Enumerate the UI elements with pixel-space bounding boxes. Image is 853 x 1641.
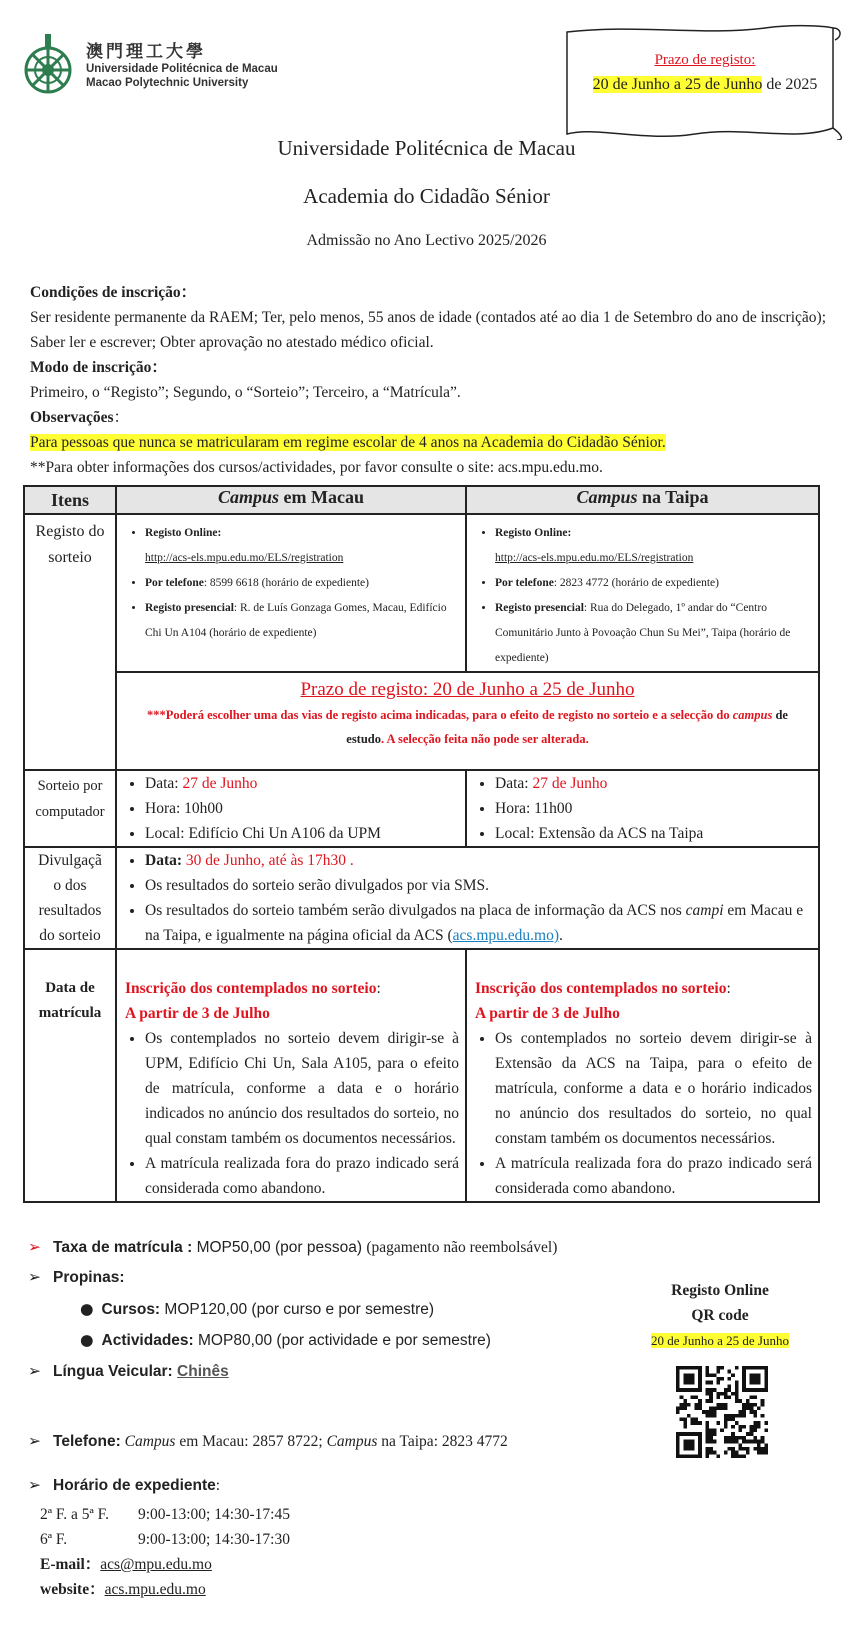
logo-english-name: Macao Polytechnic University [86, 77, 249, 89]
header-campus-macau [116, 486, 466, 514]
presencial-label: Registo presencial [145, 602, 234, 614]
university-title: Universidade Politécnica de Macau [277, 136, 576, 160]
div-item-3a: Os resultados do sorteio também serão divulgados na placa de informação da ACS nos [145, 902, 686, 919]
table-row-matricula [24, 949, 819, 1202]
matricula-start-date-taipa: 3 de Julho [551, 1005, 620, 1022]
table-row-sorteio [24, 770, 819, 847]
conditions-heading: Condições de inscrição： [30, 284, 197, 301]
list-item [495, 571, 812, 596]
label-divulgacao [24, 847, 116, 949]
matricula-heading-macau: Inscrição dos contemplados no sorteio [125, 980, 377, 997]
divulgacao-cell [116, 847, 819, 949]
sorteio-data-label: Data: [495, 775, 533, 792]
actividades-value: MOP80,00 (por actividade e por semestre) [198, 1332, 491, 1349]
actividades-line [80, 1329, 491, 1352]
prazo-note-3: . A selecção feita não pode ser alterada. [381, 732, 589, 746]
sorteio-taipa-cell [466, 770, 819, 847]
arrow-bullet-icon: ➢ [28, 1268, 41, 1286]
list-item [145, 521, 465, 571]
acs-website-link[interactable]: acs.mpu.edu.mo) [452, 927, 559, 944]
header-itens: Itens [24, 486, 116, 514]
conditions-text: Ser residente permanente da RAEM; Ter, pelo menos, 55 anos de idade (contados até ao dia 1 de Setembro do ano de inscrição); Saber ler e escrever; Obter aprovação no atestado médico oficial. [30, 309, 827, 351]
list-item: • A matrícula realizada fora do prazo indicado será considerada como abandono. [495, 1151, 812, 1201]
actividades-label: Actividades: [101, 1332, 199, 1349]
registration-qr-code[interactable] [676, 1366, 768, 1458]
email-label: E-mail： [40, 1556, 101, 1573]
telefone-campus-1: Campus [124, 1433, 176, 1450]
matricula-taipa-cell [466, 949, 819, 1202]
admission-subtitle: Admissão no Ano Lectivo 2025/2026 [306, 232, 547, 249]
list-item: • Hora: 10h00 [145, 796, 465, 821]
matricula-heading-taipa: Inscrição dos contemplados no sorteio [475, 980, 727, 997]
arrow-bullet-icon: ➢ [28, 1432, 41, 1450]
phone-text-taipa: : 2823 4772 (horário de expediente) [553, 577, 719, 589]
label-sorteio [24, 770, 116, 847]
university-logo [24, 30, 294, 100]
propinas-line [28, 1266, 124, 1289]
divulgacao-date: 30 de Junho, até às 17h30 . [185, 852, 354, 869]
label-mat-2: matrícula [38, 1005, 102, 1021]
label-div-3: resultados [38, 902, 102, 919]
label-registo-line-1: Registo do [35, 523, 105, 540]
list-item: • Os resultados do sorteio serão divulgados por via SMS. [145, 873, 812, 898]
label-registo-line-2: sorteio [48, 549, 92, 566]
list-item: • Local: Edifício Chi Un A106 da UPM [145, 821, 465, 846]
sorteio-date-taipa: 27 de Junho [532, 775, 608, 792]
label-sorteio-line-1: Sorteio por [37, 778, 103, 794]
observations-text: Para pessoas que nunca se matricularam em regime escolar de 4 anos na Academia do Cidadão Sénior. [30, 434, 666, 451]
logo-chinese-name: 澳門理工大學 [86, 42, 206, 61]
list-item: • Local: Extensão da ACS na Taipa [495, 821, 818, 846]
presencial-text-taipa: : Rua do Delegado, 1º andar do “Centro Comunitário Junto à Povoação Chun Su Mei”, Taipa (horário de expediente) [495, 602, 791, 664]
matricula-colon: : [726, 980, 731, 997]
horario-colon: : [215, 1477, 221, 1494]
horario-line [28, 1474, 220, 1497]
telefone-label: Telefone: [53, 1433, 121, 1450]
info-text: **Para obter informações dos cursos/actividades, por favor consulte o site: acs.mpu.edu.mo. [30, 459, 603, 476]
phone-label: Por telefone [145, 577, 204, 589]
arrow-bullet-icon: ➢ [28, 1362, 41, 1380]
online-label: Registo Online: [145, 527, 222, 539]
horario-time-1: 9:00-13:00; 14:30-17:45 [138, 1506, 290, 1523]
registration-link-macau[interactable]: http://acs-els.mpu.edu.mo/ELS/registration [145, 552, 344, 564]
divulgacao-data-label: Data: [145, 852, 186, 869]
website-label: website： [40, 1581, 105, 1598]
matricula-macau-cell [116, 949, 466, 1202]
registo-taipa-cell [466, 514, 819, 672]
intro-section [30, 280, 830, 480]
qr-title: Registo Online [671, 1282, 769, 1299]
list-item: • Os contemplados no sorteio devem dirigir-se à Extensão da ACS na Taipa, para o efeito de matrícula, conforme a data e o horário indicados no anúncio dos resultados do sorteio, no qual constam também os documentos necessários. [495, 1026, 812, 1151]
qr-dates: 20 de Junho a 25 de Junho [651, 1333, 789, 1348]
label-mat-1: Data de [45, 980, 95, 996]
horario-time-2: 9:00-13:00; 14:30-17:30 [138, 1531, 290, 1548]
phone-text-macau: : 8599 6618 (horário de expediente) [203, 577, 369, 589]
header-taipa-rest: na Taipa [637, 487, 709, 507]
matricula-start-date-macau: 3 de Julho [201, 1005, 270, 1022]
lingua-label: Língua Veicular: [53, 1363, 178, 1380]
header-macau-rest: em Macau [279, 487, 364, 507]
bullet-dot-icon: ● [80, 1331, 94, 1349]
registration-deadline-banner [565, 22, 845, 140]
list-item [495, 521, 812, 571]
sorteio-data-label: Data: [145, 775, 183, 792]
horario-days-1: 2ª F. a 5ª F. [40, 1506, 109, 1523]
mode-heading: Modo de inscrição： [30, 359, 167, 376]
telefone-text-2: na Taipa: 2823 4772 [377, 1433, 508, 1450]
horario-details [40, 1502, 290, 1602]
phone-label: Por telefone [495, 577, 554, 589]
telefone-campus-2: Campus [326, 1433, 378, 1450]
email-link[interactable]: acs@mpu.edu.mo [100, 1556, 212, 1573]
sorteio-macau-cell [116, 770, 466, 847]
prazo-note-1: ***Poderá escolher uma das vias de registo acima indicadas, para o efeito de registo no sorteio e a selecção do [147, 708, 733, 722]
academy-title: Academia do Cidadão Sénior [303, 184, 550, 208]
table-row-prazo [24, 672, 819, 770]
table-row-registo [24, 514, 819, 672]
cursos-label: Cursos: [101, 1301, 165, 1318]
university-emblem-icon [24, 30, 80, 100]
presencial-label: Registo presencial [495, 602, 584, 614]
label-div-2: o dos [53, 877, 87, 894]
list-item [145, 571, 465, 596]
div-item-3c: . [559, 927, 563, 944]
label-div-4: do sorteio [39, 927, 101, 944]
registo-macau-cell [116, 514, 466, 672]
cursos-line [80, 1298, 434, 1321]
label-matricula [24, 949, 116, 1202]
telefone-text-1: em Macau: 2857 8722; [175, 1433, 327, 1450]
taxa-label: Taxa de matrícula : [53, 1239, 197, 1256]
list-item: • Hora: 11h00 [495, 796, 818, 821]
table-row-divulgacao [24, 847, 819, 949]
logo-portuguese-name: Universidade Politécnica de Macau [86, 63, 278, 75]
banner-label: Prazo de registo: [654, 52, 756, 68]
list-item [145, 596, 465, 646]
prazo-text: Prazo de registo: 20 de Junho a 25 de Junho [300, 679, 635, 700]
list-item [145, 898, 812, 948]
table-header-row [24, 486, 819, 514]
label-registo [24, 514, 116, 770]
div-item-3-italic: campi [685, 902, 724, 919]
matricula-colon: : [376, 980, 381, 997]
matricula-start-1: A partir de [475, 1005, 552, 1022]
prazo-cell [116, 672, 819, 770]
horario-label: Horário de expediente [53, 1477, 216, 1494]
website-link[interactable]: acs.mpu.edu.mo [104, 1581, 206, 1598]
list-item [495, 771, 818, 796]
arrow-bullet-icon: ➢ [28, 1476, 41, 1494]
lingua-line [28, 1360, 229, 1383]
label-div-1: Divulgaçã [38, 852, 102, 869]
prazo-note-2: de estudo [346, 708, 788, 746]
list-item [145, 771, 465, 796]
prazo-note-italic: campus [732, 708, 773, 722]
taxa-note: (pagamento não reembolsável) [366, 1239, 558, 1256]
banner-dates: 20 de Junho a 25 de Junho [592, 76, 763, 93]
list-item: • Os contemplados no sorteio devem dirigir-se à UPM, Edifício Chi Un, Sala A105, para o efeito de matrícula, conforme a data e o horário indicados no anúncio dos resultados do sorteio, no qual constam também os documentos necessários. [145, 1026, 459, 1151]
cursos-value: MOP120,00 (por curso e por semestre) [164, 1301, 435, 1318]
propinas-label: Propinas: [53, 1269, 125, 1286]
taxa-line [28, 1236, 557, 1259]
observations-colon: ： [113, 409, 130, 426]
list-item [145, 848, 812, 873]
lingua-value: Chinês [177, 1363, 229, 1380]
list-item [495, 596, 812, 671]
taxa-value: MOP50,00 (por pessoa) [196, 1239, 367, 1256]
header-taipa-italic: Campus [576, 487, 638, 507]
horario-days-2: 6ª F. [40, 1531, 68, 1548]
label-sorteio-line-2: computador [35, 804, 105, 820]
telefone-line [28, 1430, 508, 1453]
sorteio-date-macau: 27 de Junho [182, 775, 258, 792]
schedule-table [23, 485, 820, 1203]
banner-year: de 2025 [762, 76, 818, 93]
arrow-bullet-icon: ➢ [28, 1238, 41, 1256]
qr-block [630, 1278, 810, 1353]
presencial-text-macau: : R. de Luís Gonzaga Gomes, Macau, Edifício Chi Un A104 (horário de expediente) [145, 602, 447, 639]
mode-text: Primeiro, o “Registo”; Segundo, o “Sorteio”; Terceiro, a “Matrícula”. [30, 384, 461, 401]
online-label: Registo Online: [495, 527, 572, 539]
list-item: • A matrícula realizada fora do prazo indicado será considerada como abandono. [145, 1151, 459, 1201]
header-macau-italic: Campus [217, 487, 280, 507]
bullet-dot-icon: ● [80, 1300, 94, 1318]
matricula-start-1: A partir de [125, 1005, 202, 1022]
observations-heading: Observações [30, 409, 114, 426]
registration-link-taipa[interactable]: http://acs-els.mpu.edu.mo/ELS/registration [495, 552, 694, 564]
header-campus-taipa [466, 486, 819, 514]
qr-subtitle: QR code [691, 1307, 749, 1324]
div-item-3b: em Macau e na Taipa, e igualmente na página oficial da ACS ( [145, 902, 804, 944]
